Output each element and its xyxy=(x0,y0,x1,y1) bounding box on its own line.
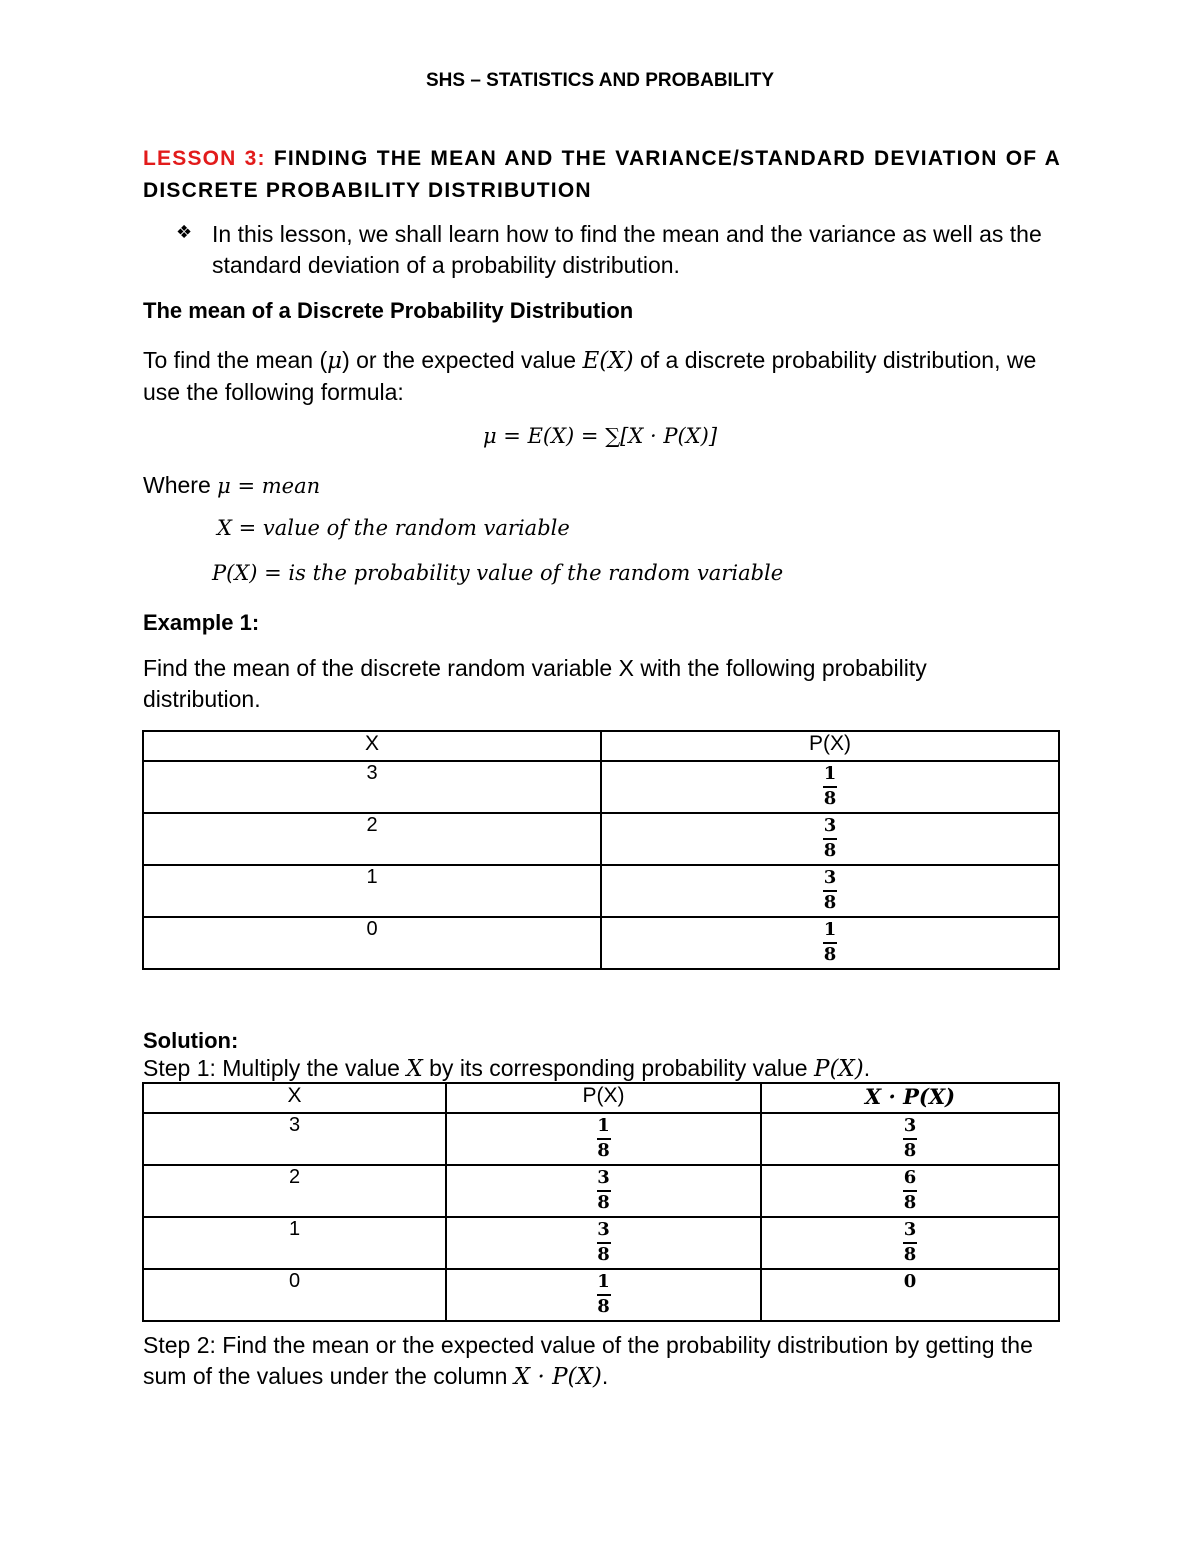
column-header-px: P(X) xyxy=(601,731,1059,761)
formula-intro-part: To find the mean ( xyxy=(143,347,328,373)
table-header-row xyxy=(143,731,1059,761)
fraction xyxy=(903,1116,917,1160)
numerator: 6 xyxy=(903,1167,917,1188)
fraction xyxy=(597,1168,611,1212)
fraction xyxy=(597,1220,611,1264)
step-text: Step 1: Multiply the value xyxy=(143,1055,407,1081)
product-value xyxy=(761,1217,1059,1269)
px-definition: P(X) = is the probability value of the random variable xyxy=(212,561,784,585)
table-row xyxy=(143,865,1059,917)
lesson-label: LESSON 3: xyxy=(143,147,266,170)
product-value xyxy=(761,1269,1059,1321)
px-value xyxy=(601,865,1059,917)
denominator: 8 xyxy=(823,892,837,913)
probability-table xyxy=(142,730,1060,970)
denominator: 8 xyxy=(903,1140,917,1161)
numerator: 3 xyxy=(823,867,837,888)
fraction xyxy=(823,764,837,808)
mu-symbol: μ xyxy=(327,348,343,374)
numerator: 3 xyxy=(903,1115,917,1136)
column-header-x: X xyxy=(143,1083,446,1113)
example-text: Find the mean of the discrete random variable X with the following probability distribution. xyxy=(143,655,927,712)
step-text: . xyxy=(863,1055,871,1081)
fraction xyxy=(597,1272,611,1316)
intro-text: In this lesson, we shall learn how to find the mean and the variance as well as the standard deviation of a probability distribution. xyxy=(212,221,1042,278)
x-value: 2 xyxy=(143,813,601,865)
formula-intro-part: ) or the expected value xyxy=(342,347,583,373)
product-value xyxy=(761,1165,1059,1217)
fraction xyxy=(903,1168,917,1212)
formula-intro xyxy=(143,345,1043,408)
numerator: 1 xyxy=(823,919,837,940)
lesson-heading xyxy=(143,143,1061,207)
where-label: Where xyxy=(143,472,218,498)
page-header: SHS – STATISTICS AND PROBABILITY xyxy=(425,70,774,91)
fraction xyxy=(597,1116,611,1160)
fraction xyxy=(823,868,837,912)
denominator: 8 xyxy=(597,1296,610,1317)
denominator: 8 xyxy=(823,840,837,861)
table-row xyxy=(143,1269,1059,1321)
step-2 xyxy=(143,1330,1063,1393)
product-symbol: X · P(X) xyxy=(513,1364,602,1390)
px-value xyxy=(446,1165,761,1217)
x-definition: X = value of the random variable xyxy=(217,516,570,540)
fraction xyxy=(823,920,837,964)
denominator: 8 xyxy=(903,1192,917,1213)
column-header-product: X · P(X) xyxy=(761,1083,1059,1113)
numerator: 3 xyxy=(597,1219,610,1240)
expected-value-symbol: E(X) xyxy=(582,348,634,374)
fraction xyxy=(823,816,837,860)
x-symbol: X xyxy=(406,1056,423,1082)
numerator: 1 xyxy=(823,763,837,784)
table-header-row xyxy=(143,1083,1059,1113)
step-text: by its corresponding probability value xyxy=(422,1055,814,1081)
denominator: 8 xyxy=(823,944,837,965)
mean-formula: μ = E(X) = ∑[X · P(X)] xyxy=(482,424,718,448)
numerator: 3 xyxy=(597,1167,610,1188)
table-row xyxy=(143,1165,1059,1217)
product-table xyxy=(142,1082,1060,1322)
product-value xyxy=(761,1113,1059,1165)
denominator: 8 xyxy=(903,1244,917,1265)
x-value: 0 xyxy=(143,1269,446,1321)
column-header-x: X xyxy=(143,731,601,761)
x-value: 3 xyxy=(143,761,601,813)
zero-value: 0 xyxy=(903,1271,917,1292)
column-header-px: P(X) xyxy=(446,1083,761,1113)
px-value xyxy=(601,761,1059,813)
table-row xyxy=(143,1113,1059,1165)
numerator: 1 xyxy=(597,1271,610,1292)
px-symbol: P(X) xyxy=(813,1056,864,1082)
step-text: Step 2: Find the mean or the expected value of the probability distribution by getting the sum of the values under the column xyxy=(143,1332,1033,1389)
x-value: 3 xyxy=(143,1113,446,1165)
px-value xyxy=(446,1217,761,1269)
denominator: 8 xyxy=(823,788,837,809)
mu-definition: μ = mean xyxy=(217,474,321,498)
numerator: 1 xyxy=(597,1115,610,1136)
x-value: 1 xyxy=(143,1217,446,1269)
formula-intro-part: of a discrete probability distribution, we use the following formula: xyxy=(143,347,1037,405)
example-title: Example 1: xyxy=(143,610,260,635)
where-line xyxy=(143,470,1043,502)
table-row xyxy=(143,1217,1059,1269)
denominator: 8 xyxy=(597,1192,610,1213)
px-value xyxy=(446,1113,761,1165)
table-row xyxy=(143,813,1059,865)
numerator: 3 xyxy=(903,1219,917,1240)
denominator: 8 xyxy=(597,1244,610,1265)
section-title: The mean of a Discrete Probability Distribution xyxy=(143,298,634,323)
fraction xyxy=(903,1220,917,1264)
px-value xyxy=(446,1269,761,1321)
denominator: 8 xyxy=(597,1140,610,1161)
px-value xyxy=(601,917,1059,969)
table-row xyxy=(143,917,1059,969)
px-value xyxy=(601,813,1059,865)
lesson-title: FINDING THE MEAN AND THE VARIANCE/STANDARD DEVIATION OF A DISCRETE PROBABILITY DISTRIBUTION xyxy=(143,147,1061,202)
x-value: 1 xyxy=(143,865,601,917)
step-1 xyxy=(143,1053,1103,1085)
table-row xyxy=(143,761,1059,813)
step-text: . xyxy=(601,1363,609,1389)
numerator: 3 xyxy=(823,815,837,836)
x-value: 2 xyxy=(143,1165,446,1217)
x-value: 0 xyxy=(143,917,601,969)
diamond-bullet-icon: ❖ xyxy=(176,222,193,242)
solution-title: Solution: xyxy=(143,1028,239,1053)
